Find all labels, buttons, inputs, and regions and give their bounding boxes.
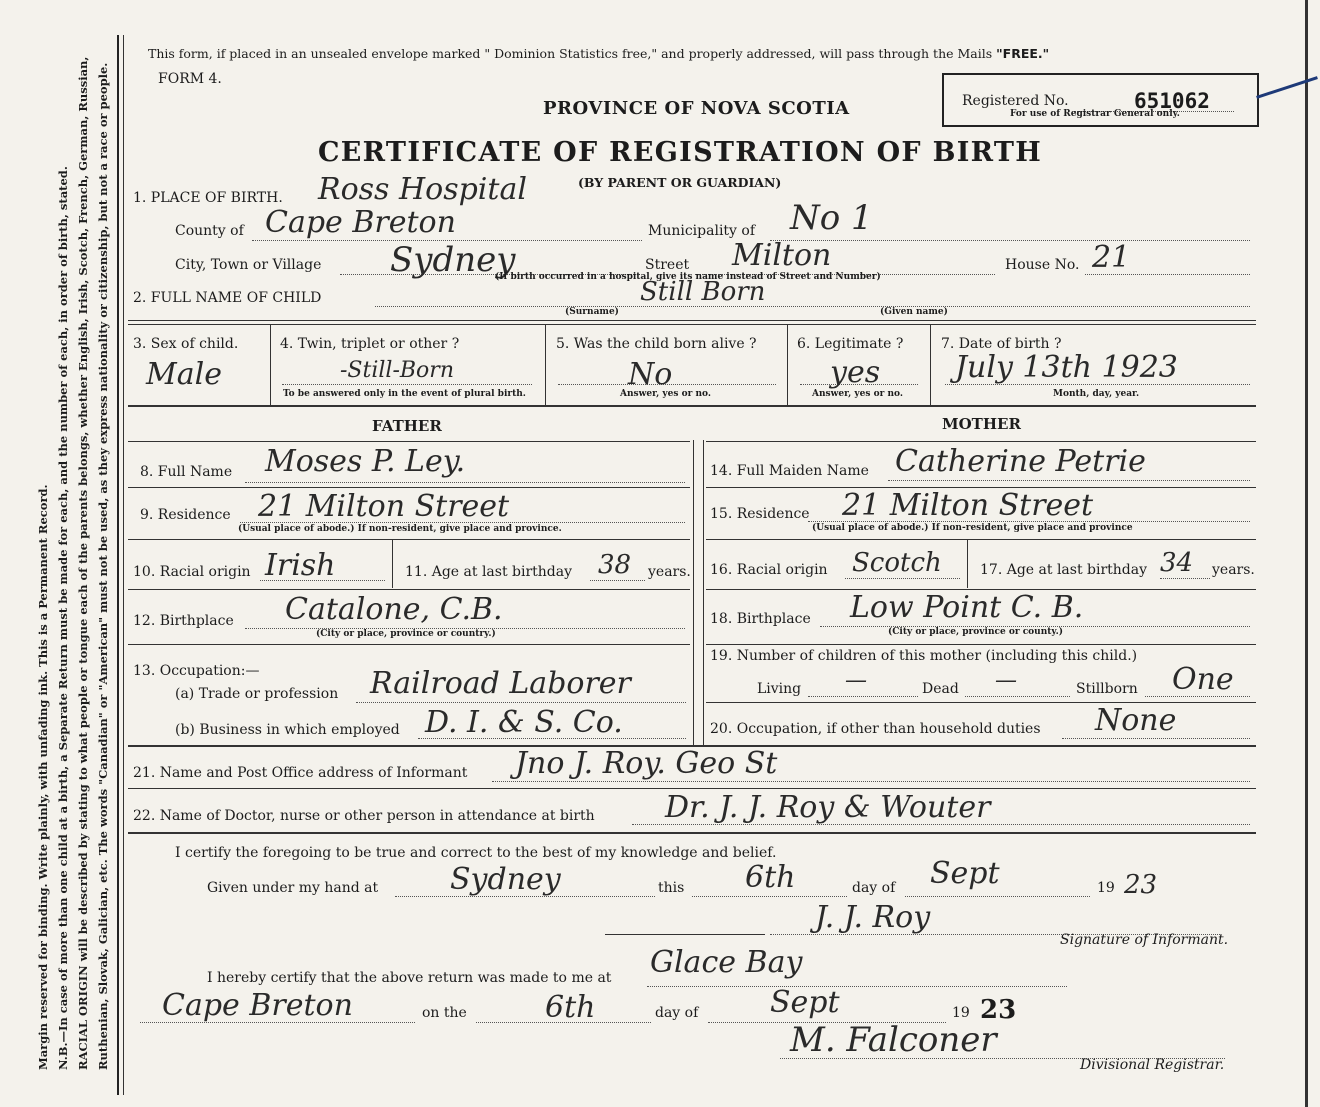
margin-note-binding: Margin reserved for binding. Write plainly, with unfading ink. This is a Permanent Record. bbox=[36, 484, 50, 1070]
living-line bbox=[808, 696, 918, 697]
mother-name-line bbox=[888, 480, 1250, 481]
ink-mark bbox=[1256, 76, 1318, 99]
certify-statement: I certify the foregoing to be true and correct to the best of my knowledge and belief. bbox=[175, 845, 777, 861]
municipality-label: Municipality of bbox=[648, 223, 756, 239]
father-heading: FATHER bbox=[372, 417, 442, 435]
registrar-on-label: on the bbox=[422, 1005, 467, 1021]
alive-value: No bbox=[628, 357, 673, 392]
rule-f9 bbox=[128, 539, 690, 540]
given-day-line bbox=[692, 896, 847, 897]
alive-note: Answer, yes or no. bbox=[620, 389, 711, 399]
twin-line bbox=[282, 384, 532, 385]
mother-age-label: 17. Age at last birthday bbox=[980, 562, 1148, 578]
right-edge bbox=[1305, 0, 1308, 1107]
mother-occupation-label: 20. Occupation, if other than household duties bbox=[710, 721, 1041, 737]
divider-6-7 bbox=[930, 325, 931, 405]
child-name-label: 2. FULL NAME OF CHILD bbox=[133, 290, 322, 306]
sex-value: Male bbox=[146, 357, 222, 392]
divider-f10-f11 bbox=[392, 540, 393, 588]
trade-label: (a) Trade or profession bbox=[175, 686, 339, 702]
rule-f10 bbox=[128, 589, 690, 590]
father-occupation-label: 13. Occupation:— bbox=[133, 663, 260, 679]
registrar-note: For use of Registrar General only. bbox=[1010, 109, 1180, 119]
mother-residence-label: 15. Residence bbox=[710, 506, 810, 522]
margin-note-nationality: Ruthenian, Slovak, Galician, etc. The words "Canadian" or "American" must not be used, as they express nationality or citizenship, but not a race or people. bbox=[96, 62, 110, 1070]
mother-occupation-line bbox=[1062, 738, 1250, 739]
place-of-birth-value: Ross Hospital bbox=[318, 172, 527, 207]
this-label: this bbox=[658, 880, 685, 896]
registrar-place-line bbox=[647, 986, 1067, 987]
street-label: Street bbox=[645, 257, 690, 273]
doctor-value: Dr. J. J. Roy & Wouter bbox=[665, 790, 991, 825]
informant-signature: J. J. Roy bbox=[815, 900, 931, 935]
sex-label: 3. Sex of child. bbox=[133, 336, 239, 352]
rule-top-1 bbox=[128, 320, 1256, 321]
twin-label: 4. Twin, triplet or other ? bbox=[280, 336, 460, 352]
father-name-value: Moses P. Ley. bbox=[265, 444, 466, 479]
given-dayof-label: day of bbox=[852, 880, 896, 896]
county-label: County of bbox=[175, 223, 244, 239]
form-number: FORM 4. bbox=[158, 71, 222, 87]
given-year-value: 23 bbox=[1124, 870, 1158, 900]
registrar-year-prefix: 19 bbox=[952, 1005, 970, 1021]
father-name-label: 8. Full Name bbox=[140, 464, 233, 480]
father-race-value: Irish bbox=[265, 548, 336, 583]
divider-m16-m17 bbox=[967, 540, 968, 588]
city-label: City, Town or Village bbox=[175, 257, 322, 273]
dead-value: — bbox=[995, 668, 1017, 693]
children-count-label: 19. Number of children of this mother (including this child.) bbox=[710, 648, 1138, 664]
father-residence-label: 9. Residence bbox=[140, 507, 231, 523]
hospital-note: (If birth occurred in a hospital, give its name instead of Street and Number) bbox=[495, 272, 881, 282]
signature-dash bbox=[605, 934, 765, 935]
informant-signature-caption: Signature of Informant. bbox=[1060, 932, 1229, 948]
house-label: House No. bbox=[1005, 257, 1080, 273]
mother-age-line bbox=[1160, 578, 1210, 579]
county-value: Cape Breton bbox=[265, 205, 456, 240]
father-birthplace-label: 12. Birthplace bbox=[133, 613, 234, 629]
given-month-line bbox=[905, 896, 1090, 897]
father-age-value: 38 bbox=[598, 550, 632, 580]
registrar-day-value: 6th bbox=[545, 990, 596, 1025]
surname-caption: (Surname) bbox=[565, 307, 619, 317]
given-under-label: Given under my hand at bbox=[207, 880, 379, 896]
father-years: years. bbox=[648, 564, 691, 580]
registered-box bbox=[942, 73, 1259, 127]
mother-years: years. bbox=[1212, 562, 1255, 578]
city-value: Sydney bbox=[390, 240, 516, 280]
mother-race-label: 16. Racial origin bbox=[710, 562, 828, 578]
house-value: 21 bbox=[1092, 240, 1131, 275]
rule-headings-m bbox=[706, 441, 1256, 442]
place-of-birth-label: 1. PLACE OF BIRTH. bbox=[133, 190, 283, 206]
dob-note: Month, day, year. bbox=[1053, 389, 1140, 399]
registrar-caption: Divisional Registrar. bbox=[1080, 1057, 1225, 1073]
given-name-caption: (Given name) bbox=[880, 307, 948, 317]
registrar-signature: M. Falconer bbox=[790, 1020, 997, 1060]
registrar-statement: I hereby certify that the above return was made to me at bbox=[207, 970, 612, 986]
child-name-line bbox=[375, 306, 1250, 307]
business-label: (b) Business in which employed bbox=[175, 722, 400, 738]
mother-age-value: 34 bbox=[1160, 548, 1194, 578]
divider-5-6 bbox=[787, 325, 788, 405]
mother-occupation-value: None bbox=[1095, 703, 1177, 738]
living-value: — bbox=[845, 668, 867, 693]
registrar-place-value: Glace Bay bbox=[650, 945, 803, 980]
mail-notice-text: This form, if placed in an unsealed envelope marked " Dominion Statistics free," and properly addressed, will pass through the Mails bbox=[148, 46, 997, 61]
father-age-line bbox=[590, 580, 645, 581]
mail-notice bbox=[148, 46, 1049, 61]
margin-note-multiple-births: N.B.—In case of more than one child at a birth, a Separate Return must be made for each, and the number of each, in order of birth, stated. bbox=[56, 166, 70, 1070]
mother-birthplace-value: Low Point C. B. bbox=[850, 590, 1084, 625]
trade-value: Railroad Laborer bbox=[370, 666, 631, 701]
dob-value: July 13th 1923 bbox=[955, 350, 1178, 385]
father-name-line bbox=[245, 482, 685, 483]
divider-3-4 bbox=[270, 325, 271, 405]
certificate-subtitle: (BY PARENT OR GUARDIAN) bbox=[578, 175, 782, 190]
alive-label: 5. Was the child born alive ? bbox=[556, 336, 757, 352]
rule-doctor bbox=[128, 832, 1256, 834]
province-heading: PROVINCE OF NOVA SCOTIA bbox=[543, 98, 850, 119]
registrar-county-value: Cape Breton bbox=[162, 988, 353, 1023]
informant-label: 21. Name and Post Office address of Informant bbox=[133, 765, 468, 781]
mother-birthplace-label: 18. Birthplace bbox=[710, 611, 811, 627]
child-name-value: Still Born bbox=[640, 277, 766, 307]
street-value: Milton bbox=[732, 238, 832, 273]
rule-headings bbox=[128, 441, 690, 442]
mother-birthplace-note: (City or place, province or county.) bbox=[888, 627, 1064, 637]
father-age-label: 11. Age at last birthday bbox=[405, 564, 573, 580]
rule-f12 bbox=[128, 644, 690, 645]
parents-divider-a bbox=[693, 440, 694, 745]
registrar-month-value: Sept bbox=[770, 985, 840, 1020]
rule-parents-top bbox=[128, 405, 1256, 407]
registrar-dayof-label: day of bbox=[655, 1005, 699, 1021]
twin-note: To be answered only in the event of plural birth. bbox=[283, 389, 526, 399]
given-year-prefix: 19 bbox=[1097, 880, 1115, 896]
registered-label: Registered No. bbox=[962, 93, 1069, 109]
divider-4-5 bbox=[545, 325, 546, 405]
registrar-year-value: 23 bbox=[980, 995, 1017, 1025]
rule-m18 bbox=[706, 644, 1256, 645]
mother-residence-note: (Usual place of abode.) If non-resident, give place and province bbox=[812, 523, 1133, 533]
dead-line bbox=[965, 696, 1070, 697]
municipality-value: No 1 bbox=[790, 198, 873, 238]
mother-residence-value: 21 Milton Street bbox=[842, 488, 1094, 523]
certificate-title: CERTIFICATE OF REGISTRATION OF BIRTH bbox=[318, 137, 1043, 168]
rule-m15 bbox=[706, 539, 1256, 540]
margin-border-inner bbox=[123, 35, 124, 1095]
rule-informant bbox=[128, 788, 1256, 789]
mother-name-label: 14. Full Maiden Name bbox=[710, 463, 869, 479]
given-place-value: Sydney bbox=[450, 862, 561, 897]
legitimate-value: yes bbox=[830, 355, 881, 390]
twin-value: -Still-Born bbox=[340, 358, 454, 383]
registered-number: 651062 bbox=[1134, 89, 1210, 113]
informant-value: Jno J. Roy. Geo St bbox=[515, 746, 778, 781]
father-residence-note: (Usual place of abode.) If non-resident, give place and province. bbox=[238, 524, 562, 534]
mother-heading: MOTHER bbox=[942, 415, 1021, 433]
dob-label: 7. Date of birth ? bbox=[941, 336, 1062, 352]
municipality-line bbox=[770, 240, 1250, 241]
father-birthplace-value: Catalone, C.B. bbox=[285, 592, 503, 627]
doctor-label: 22. Name of Doctor, nurse or other person in attendance at birth bbox=[133, 808, 595, 824]
legitimate-label: 6. Legitimate ? bbox=[797, 336, 904, 352]
stillborn-label: Stillborn bbox=[1076, 681, 1138, 697]
trade-line bbox=[356, 702, 686, 703]
rule-f8 bbox=[128, 487, 690, 488]
rule-top-2 bbox=[128, 324, 1256, 325]
legitimate-note: Answer, yes or no. bbox=[812, 389, 903, 399]
father-race-label: 10. Racial origin bbox=[133, 564, 251, 580]
margin-border bbox=[117, 35, 119, 1095]
given-month-value: Sept bbox=[930, 856, 1000, 891]
mother-name-value: Catherine Petrie bbox=[895, 444, 1146, 479]
dead-label: Dead bbox=[922, 681, 959, 697]
mother-race-line bbox=[845, 578, 960, 579]
given-day-value: 6th bbox=[745, 860, 796, 895]
parents-divider-b bbox=[703, 440, 704, 745]
mail-notice-free: "FREE." bbox=[996, 46, 1050, 61]
stillborn-value: One bbox=[1172, 662, 1234, 697]
father-birthplace-note: (City or place, province or country.) bbox=[316, 629, 496, 639]
margin-note-racial-origin: RACIAL ORIGIN will be described by stating to what people or tongue each of the parents belongs, whether English, Irish, Scotch, French, German, Russian, bbox=[76, 56, 90, 1070]
informant-line bbox=[492, 781, 1250, 782]
business-value: D. I. & S. Co. bbox=[425, 705, 623, 740]
mother-race-value: Scotch bbox=[852, 548, 942, 578]
father-residence-value: 21 Milton Street bbox=[258, 489, 510, 524]
living-label: Living bbox=[757, 681, 802, 697]
